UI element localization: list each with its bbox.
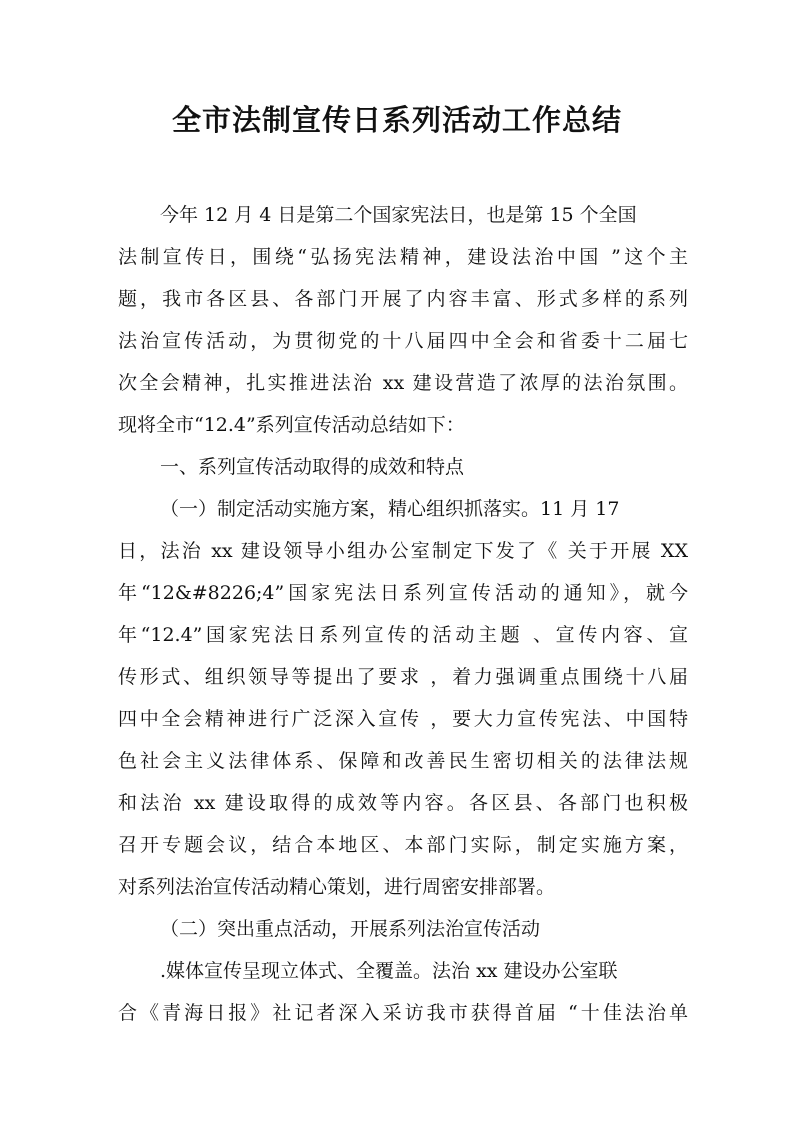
body-line: 色社会主义法律体系、保障和改善民生密切相关的法律法规	[118, 750, 688, 772]
document-title: 全市法制宣传日系列活动工作总结	[171, 103, 622, 137]
body-line: 日，法治 xx 建设领导小组办公室制定下发了《 关于开展 XX	[118, 540, 688, 562]
section-heading: 一、系列宣传活动取得的成效和特点	[160, 456, 465, 478]
body-line: 召开专题会议，结合本地区、本部门实际，制定实施方案，	[118, 834, 688, 856]
body-line: 年“12.4”国家宪法日系列宣传的活动主题 、宣传内容、宣	[118, 624, 688, 646]
body-line: 题，我市各区县、各部门开展了内容丰富、形式多样的系列	[118, 288, 688, 310]
body-line: 次全会精神，扎实推进法治 xx 建设营造了浓厚的法治氛围。	[118, 372, 688, 394]
subsection-heading: （一）制定活动实施方案，精心组织抓落实。11 月 17	[160, 498, 620, 520]
body-line: 法治宣传活动，为贯彻党的十八届四中全会和省委十二届七	[118, 330, 688, 352]
body-line: 传形式、组织领导等提出了要求 ，着力强调重点围绕十八届	[118, 666, 688, 688]
body-line: 四中全会精神进行广泛深入宣传 ，要大力宣传宪法、中国特	[118, 708, 688, 730]
body-line: 年“12&#8226;4”国家宪法日系列宣传活动的通知》，就今	[118, 582, 688, 604]
body-line: 现将全市“12.4”系列宣传活动总结如下：	[118, 414, 465, 436]
subsection-heading: （二）突出重点活动，开展系列法治宣传活动	[160, 918, 541, 940]
body-line: .媒体宣传呈现立体式、全覆盖。法治 xx 建设办公室联	[160, 960, 618, 982]
body-line: 对系列法治宣传活动精心策划，进行周密安排部署。	[118, 876, 556, 898]
body-line: 和法治 xx 建设取得的成效等内容。各区县、各部门也积极	[118, 792, 688, 814]
body-line: 法制宣传日，围绕“弘扬宪法精神，建设法治中国 ”这个主	[118, 246, 688, 268]
body-line: 合《青海日报》社记者深入采访我市获得首届 “十佳法治单	[118, 1002, 688, 1024]
body-line: 今年 12 月 4 日是第二个国家宪法日，也是第 15 个全国	[160, 204, 637, 226]
